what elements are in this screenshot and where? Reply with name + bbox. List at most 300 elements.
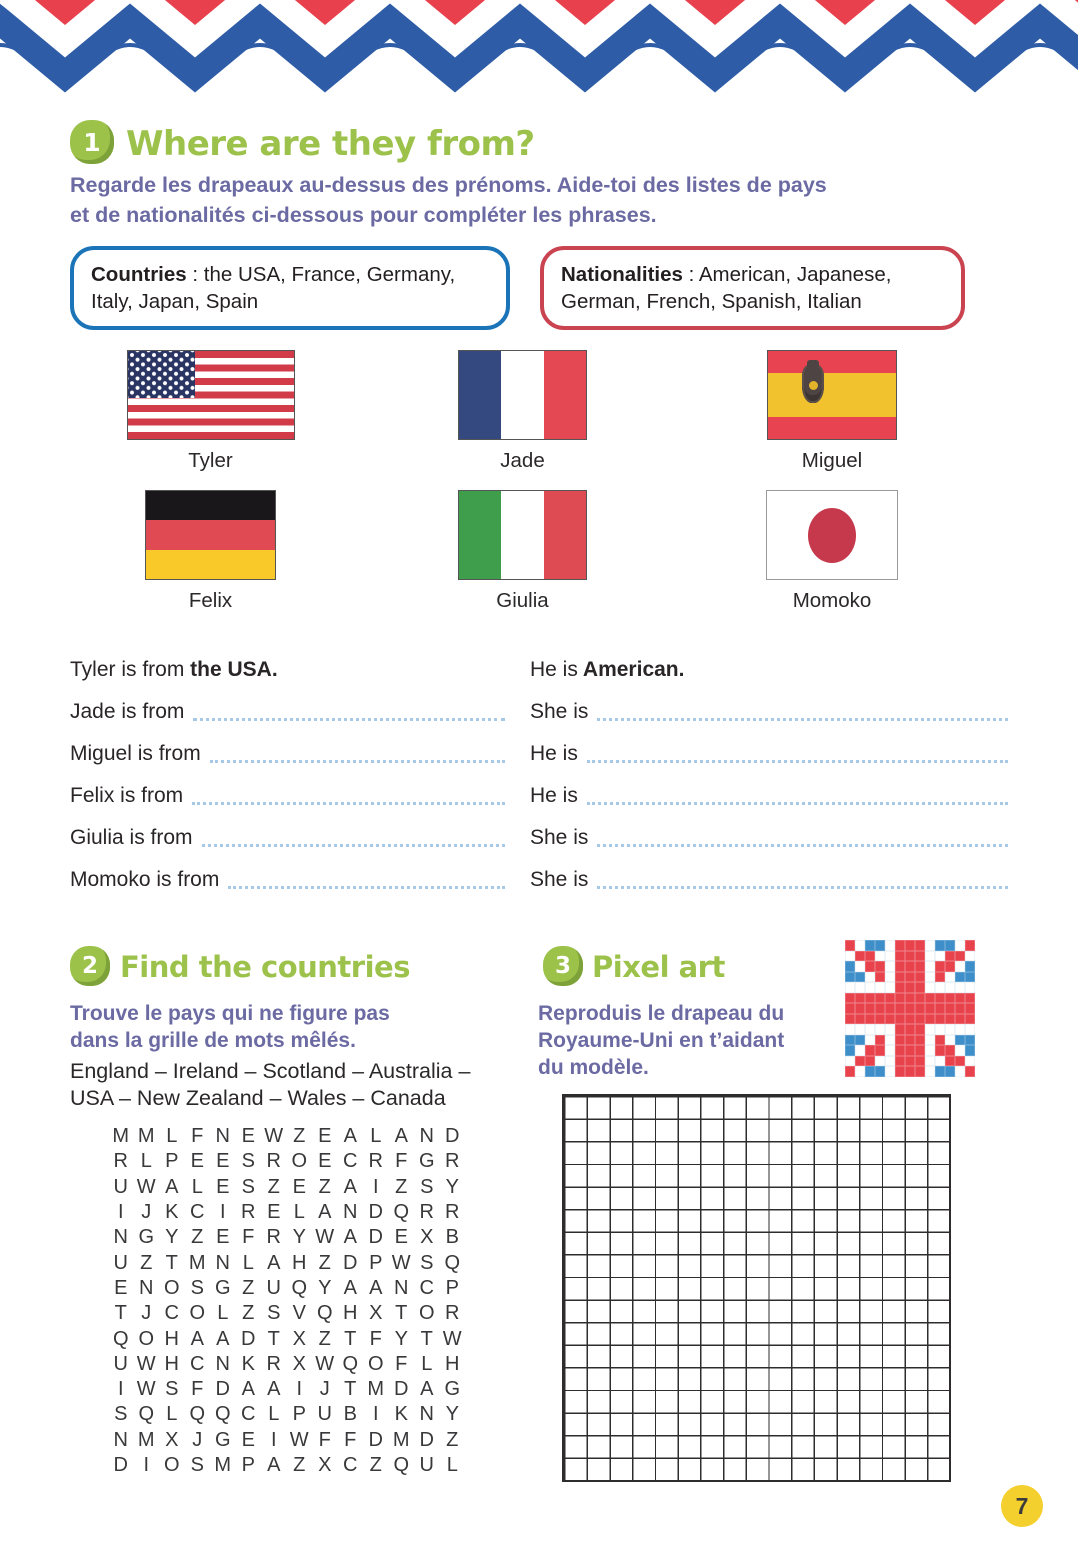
wordsearch-letter: N (113, 1226, 128, 1249)
wordsearch-letter: D (241, 1327, 256, 1350)
wordsearch-letter: X (318, 1454, 332, 1476)
wordsearch-letter: R (368, 1150, 383, 1173)
wordsearch-letter: Q (138, 1403, 155, 1426)
activity-3-instructions (538, 1000, 838, 1081)
wordsearch-letter: I (270, 1428, 277, 1451)
wordsearch-letter: Q (112, 1327, 129, 1350)
wordsearch-letter: W (315, 1226, 335, 1249)
sentence-row (70, 648, 1008, 690)
wordsearch-letter: E (267, 1201, 281, 1224)
instruction-line: dans la grille de mots mêlés. (70, 1029, 356, 1052)
france-flag-icon (458, 350, 587, 440)
wordsearch-letter: L (268, 1403, 280, 1426)
pixel-cell (905, 1024, 915, 1035)
wordsearch-letter: T (114, 1302, 127, 1325)
pixel-cell (935, 1045, 945, 1056)
wordsearch-letter: D (394, 1378, 409, 1401)
wordsearch-letter: E (190, 1150, 204, 1173)
pixel-cell (865, 961, 875, 972)
pixel-cell (845, 1024, 855, 1035)
pixel-cell (925, 1045, 935, 1056)
wordsearch-letter: A (343, 1175, 357, 1198)
wordsearch-letter: U (419, 1454, 434, 1476)
pixel-cell (915, 1035, 925, 1046)
sentence-text: Jade is from (70, 700, 185, 723)
wordsearch-letter: C (190, 1201, 205, 1224)
pixel-cell (855, 1003, 865, 1014)
pixel-cell (855, 993, 865, 1004)
pixel-cell (955, 972, 965, 983)
wordsearch-letter: W (315, 1352, 335, 1375)
pixel-cell (915, 1014, 925, 1025)
flag-cell (694, 350, 970, 473)
wordsearch-letter: L (446, 1454, 458, 1476)
wordsearch-letter: D (368, 1428, 383, 1451)
sentence-half (70, 732, 530, 774)
wordsearch-letter: H (164, 1327, 179, 1350)
word-list-line: England – Ireland – Scotland – Australia – (70, 1059, 471, 1083)
wordsearch-letter: A (420, 1378, 434, 1401)
instruction-line: Reproduis le drapeau du (538, 1002, 785, 1025)
pixel-cell (915, 940, 925, 951)
wordsearch-letter: Q (189, 1403, 206, 1426)
pixel-cell (875, 1045, 885, 1056)
pixel-cell (885, 940, 895, 951)
pixel-cell (905, 1045, 915, 1056)
wordsearch-letter: Q (342, 1352, 359, 1375)
wordsearch-letter: D (343, 1251, 358, 1274)
japan-flag-icon (766, 490, 898, 580)
pixel-cell (925, 1003, 935, 1014)
instruction-line: du modèle. (538, 1056, 649, 1079)
pixel-cell (855, 1035, 865, 1046)
pixel-cell (905, 1014, 915, 1025)
wordsearch-letter: Q (214, 1403, 231, 1426)
wordsearch-letter: N (215, 1251, 230, 1274)
pixel-cell (865, 1003, 875, 1014)
wordsearch-letter: Q (393, 1454, 410, 1476)
sentence-half (70, 648, 530, 690)
wordsearch-letter: D (419, 1428, 434, 1451)
pixel-cell (895, 1003, 905, 1014)
pixel-cell (935, 1066, 945, 1077)
flag-caption: Tyler (188, 449, 233, 472)
wordsearch-letter: A (267, 1454, 281, 1476)
sentence-text: Tyler is from (70, 658, 185, 681)
wordsearch-letter: I (296, 1378, 303, 1401)
countries-box-text: : the USA, France, Germany, Italy, Japan, Spain (91, 263, 456, 313)
pixel-cell (945, 993, 955, 1004)
wordsearch-letter: L (370, 1125, 382, 1148)
pixel-cell (885, 982, 895, 993)
wordsearch-letter: R (113, 1150, 128, 1173)
wordsearch-letter: N (394, 1276, 409, 1299)
wordsearch-letter: Q (291, 1276, 308, 1299)
usa-canton (128, 351, 195, 398)
wordsearch-letter: S (165, 1378, 179, 1401)
wordsearch-letter: T (344, 1327, 357, 1350)
sentence-text: He is (530, 784, 578, 807)
wordsearch-letter: C (190, 1352, 205, 1375)
flag-cell (70, 490, 351, 613)
flag-caption: Momoko (792, 589, 872, 612)
pixel-cell (855, 1045, 865, 1056)
pixel-cell (885, 1024, 895, 1035)
sentence-row (70, 858, 1008, 900)
pixel-cell (915, 1066, 925, 1077)
activity-1-instructions (70, 170, 900, 230)
pixel-cell (925, 1066, 935, 1077)
wordsearch-letter: W (136, 1378, 156, 1401)
sentence-half (530, 816, 1008, 858)
wordsearch-letter: R (241, 1201, 256, 1224)
wordsearch-letter: E (318, 1150, 332, 1173)
pixel-cell (955, 1003, 965, 1014)
wordsearch-letter: L (191, 1175, 203, 1198)
wordsearch-letter: B (343, 1403, 357, 1426)
pixel-cell (965, 1056, 975, 1067)
japan-sun (808, 508, 856, 563)
pixel-cell (955, 940, 965, 951)
pixel-cell (875, 982, 885, 993)
pixel-cell (855, 982, 865, 993)
wordsearch-letter: A (343, 1125, 357, 1148)
flag-cell (70, 350, 351, 473)
pixel-cell (895, 1035, 905, 1046)
pixel-cell (885, 972, 895, 983)
answer-line (192, 801, 505, 805)
wordsearch-letter: Z (395, 1175, 408, 1198)
pixel-cell (865, 1056, 875, 1067)
pixel-cell (915, 993, 925, 1004)
wordsearch-letter: C (241, 1403, 256, 1426)
pixel-cell (935, 993, 945, 1004)
pixel-cell (965, 1045, 975, 1056)
pixel-cell (955, 1056, 965, 1067)
sentence-answer: American. (577, 658, 685, 681)
wordsearch-letter: M (188, 1251, 206, 1274)
answer-line (228, 885, 505, 889)
sentence-half (70, 858, 530, 900)
pixel-cell (935, 1035, 945, 1046)
wordsearch-letter: L (293, 1201, 305, 1224)
wordsearch-letter: K (165, 1201, 179, 1224)
pixel-cell (875, 1003, 885, 1014)
pixel-cell (965, 1066, 975, 1077)
wordsearch-letter: U (113, 1175, 128, 1198)
pixel-cell (875, 1014, 885, 1025)
wordsearch-letter: R (419, 1201, 434, 1224)
pixel-cell (845, 961, 855, 972)
wordsearch-letter: O (189, 1302, 206, 1325)
wordsearch-letter: N (215, 1125, 230, 1148)
pixel-cell (945, 1024, 955, 1035)
wordsearch-letter: T (420, 1327, 433, 1350)
pixel-cell (875, 951, 885, 962)
flag-cell (351, 350, 694, 473)
wordsearch-letter: C (343, 1454, 358, 1476)
sentence-half (70, 690, 530, 732)
wordsearch-letter: H (292, 1251, 307, 1274)
wordsearch-letter: J (192, 1428, 203, 1451)
pixel-cell (945, 1035, 955, 1046)
sentence-half (530, 690, 1008, 732)
page-number: 7 (1015, 1492, 1029, 1519)
pixel-cell (855, 1056, 865, 1067)
pixel-cell (905, 1035, 915, 1046)
flag-cell (694, 490, 970, 613)
pixel-cell (965, 1035, 975, 1046)
pixel-cell (895, 1066, 905, 1077)
pixel-cell (865, 972, 875, 983)
pixel-cell (965, 951, 975, 962)
pixel-cell (955, 1066, 965, 1077)
wordsearch-letter: Z (446, 1428, 459, 1451)
sentence-text: Miguel is from (70, 742, 201, 765)
wordsearch-letter: G (138, 1226, 155, 1249)
wordsearch-letter: I (372, 1403, 379, 1426)
wordsearch-letter: H (164, 1352, 179, 1375)
activity-1-title: Where are they from? (126, 124, 535, 164)
pixel-cell (845, 951, 855, 962)
sentence-text: Momoko is from (70, 868, 220, 891)
union-jack-pixel-model (845, 940, 975, 1077)
pixel-cell (965, 1024, 975, 1035)
pixel-cell (875, 940, 885, 951)
pixel-cell (965, 993, 975, 1004)
pixel-cell (945, 1066, 955, 1077)
wordsearch-letter: O (138, 1327, 155, 1350)
sentence-row (70, 774, 1008, 816)
wordsearch-letter: E (114, 1276, 128, 1299)
wordsearch-letter: Q (393, 1201, 410, 1224)
pixel-cell (895, 972, 905, 983)
pixel-cell (875, 1035, 885, 1046)
instruction-line: Royaume-Uni en t’aidant (538, 1029, 785, 1052)
sentence-row (70, 732, 1008, 774)
wordsearch-letter: W (442, 1327, 462, 1350)
wordsearch-letter: A (241, 1378, 255, 1401)
pixel-cell (915, 961, 925, 972)
wordsearch-letter: F (395, 1150, 408, 1173)
wordsearch-letter: Z (242, 1302, 255, 1325)
flag-caption: Jade (500, 449, 545, 472)
pixel-cell (925, 1014, 935, 1025)
wordsearch-letter: W (391, 1251, 411, 1274)
pixel-cell (905, 961, 915, 972)
wordsearch-letter: M (392, 1428, 410, 1451)
pixel-cell (875, 961, 885, 972)
wordsearch-letter: A (165, 1175, 179, 1198)
zigzag-border (0, 0, 1078, 112)
flag-cell (351, 490, 694, 613)
answer-line (587, 801, 1008, 805)
wordsearch-letter: O (291, 1150, 308, 1173)
pixel-cell (935, 1003, 945, 1014)
pixel-cell (935, 1014, 945, 1025)
wordsearch-letter: T (267, 1327, 280, 1350)
wordsearch-letter: C (164, 1302, 179, 1325)
wordsearch-letter: K (241, 1352, 255, 1375)
pixel-cell (875, 1056, 885, 1067)
pixel-cell (885, 1014, 895, 1025)
pixel-cell (925, 982, 935, 993)
wordsearch-letter: U (317, 1403, 332, 1426)
wordsearch-letter: O (418, 1302, 435, 1325)
wordsearch-letter: L (242, 1251, 254, 1274)
wordsearch-letter: F (191, 1378, 204, 1401)
pixel-cell (855, 961, 865, 972)
wordsearch-letter: F (344, 1428, 357, 1451)
pixel-cell (895, 940, 905, 951)
wordsearch-letter: L (166, 1403, 178, 1426)
wordsearch-letter: Z (140, 1251, 153, 1274)
wordsearch-letter: E (241, 1125, 255, 1148)
pixel-cell (965, 1003, 975, 1014)
pixel-art-empty-grid (562, 1094, 951, 1482)
wordsearch-letter: S (420, 1251, 434, 1274)
wordsearch-letter: J (319, 1378, 330, 1401)
wordsearch-letter: I (219, 1201, 226, 1224)
wordsearch-letter: N (419, 1125, 434, 1148)
wordsearch-letter: S (420, 1175, 434, 1198)
sentence-text: He is (530, 742, 578, 765)
pixel-cell (905, 993, 915, 1004)
wordsearch-letter: I (372, 1175, 379, 1198)
wordsearch-letter: A (267, 1378, 281, 1401)
wordsearch-letter: L (217, 1302, 229, 1325)
answer-line (210, 759, 505, 763)
wordsearch-letter: O (367, 1352, 384, 1375)
pixel-cell (955, 1045, 965, 1056)
wordsearch-letter: P (241, 1454, 255, 1476)
pixel-cell (865, 1066, 875, 1077)
pixel-cell (955, 1024, 965, 1035)
activity-2-instructions (70, 1000, 530, 1054)
pixel-cell (895, 1056, 905, 1067)
pixel-cell (925, 940, 935, 951)
pixel-cell (865, 1035, 875, 1046)
wordsearch-letter: I (117, 1201, 124, 1224)
sentence-text: She is (530, 868, 589, 891)
pixel-cell (845, 1035, 855, 1046)
pixel-cell (945, 940, 955, 951)
wordsearch-letter: E (216, 1175, 230, 1198)
wordsearch-letter: W (136, 1352, 156, 1375)
wordsearch-letter: M (367, 1378, 385, 1401)
flag-caption: Felix (188, 589, 233, 612)
pixel-cell (905, 940, 915, 951)
activity-2-title: Find the countries (120, 950, 410, 984)
wordsearch-letter: D (368, 1201, 383, 1224)
pixel-cell (945, 972, 955, 983)
wordsearch-letter: G (214, 1276, 231, 1299)
wordsearch-letter: N (139, 1276, 154, 1299)
pixel-cell (865, 993, 875, 1004)
wordsearch-letter: T (395, 1302, 408, 1325)
answer-line (202, 843, 505, 847)
wordsearch-letter: I (143, 1454, 150, 1476)
pixel-cell (945, 1045, 955, 1056)
reference-boxes (70, 246, 965, 330)
pixel-cell (895, 1024, 905, 1035)
pixel-cell (895, 993, 905, 1004)
wordsearch-letter: H (343, 1302, 358, 1325)
pixel-cell (865, 951, 875, 962)
wordsearch-letter: T (165, 1251, 178, 1274)
wordsearch-letter: Y (394, 1327, 408, 1350)
wordsearch-letter: D (445, 1125, 460, 1148)
activity-2-badge: 2 (70, 946, 110, 986)
pixel-cell (915, 1045, 925, 1056)
pixel-cell (855, 940, 865, 951)
pixel-cell (885, 1066, 895, 1077)
usa-flag-icon (127, 350, 295, 440)
pixel-cell (955, 951, 965, 962)
pixel-cell (935, 940, 945, 951)
pixel-cell (945, 1056, 955, 1067)
sentence-half (70, 816, 530, 858)
wordsearch-letter: Z (242, 1276, 255, 1299)
nationalities-box (540, 246, 965, 330)
wordsearch-letter: S (241, 1175, 255, 1198)
wordsearch-letter: X (292, 1352, 306, 1375)
wordsearch-letter: C (343, 1150, 358, 1173)
wordsearch-letter: Z (191, 1226, 204, 1249)
nationalities-box-text: : American, Japanese, German, French, Spanish, Italian (561, 263, 892, 313)
wordsearch-letter: X (420, 1226, 434, 1249)
wordsearch-letter: E (216, 1150, 230, 1173)
pixel-cell (845, 940, 855, 951)
wordsearch-grid (108, 1124, 465, 1478)
pixel-cell (965, 1014, 975, 1025)
pixel-cell (875, 972, 885, 983)
wordsearch-letter: Q (444, 1251, 461, 1274)
pixel-cell (905, 1066, 915, 1077)
wordsearch-letter: X (369, 1302, 383, 1325)
wordsearch-letter: N (419, 1403, 434, 1426)
wordsearch-letter: A (343, 1226, 357, 1249)
wordsearch-letter: L (140, 1150, 152, 1173)
wordsearch-letter: E (318, 1125, 332, 1148)
wordsearch-letter: X (165, 1428, 179, 1451)
pixel-cell (845, 982, 855, 993)
wordsearch-letter: Y (445, 1175, 459, 1198)
pixel-cell (895, 961, 905, 972)
pixel-cell (905, 951, 915, 962)
wordsearch-letter: F (318, 1428, 331, 1451)
wordsearch-letter: D (215, 1378, 230, 1401)
wordsearch-letter: R (445, 1302, 460, 1325)
wordsearch-letter: F (242, 1226, 255, 1249)
wordsearch-letter: R (445, 1201, 460, 1224)
wordsearch-letter: D (113, 1454, 128, 1476)
sentence-answer: the USA. (184, 658, 278, 681)
wordsearch-letter: H (445, 1352, 460, 1375)
pixel-cell (905, 982, 915, 993)
answer-line (193, 717, 505, 721)
pixel-cell (955, 1035, 965, 1046)
wordsearch-letter: A (394, 1125, 408, 1148)
pixel-cell (855, 1024, 865, 1035)
sentence-half (530, 858, 1008, 900)
countries-box-label: Countries (91, 263, 187, 286)
wordsearch-letter: D (368, 1226, 383, 1249)
wordsearch-letter: A (343, 1276, 357, 1299)
pixel-cell (895, 1014, 905, 1025)
wordsearch-letter: S (267, 1302, 281, 1325)
wordsearch-letter: Q (316, 1302, 333, 1325)
